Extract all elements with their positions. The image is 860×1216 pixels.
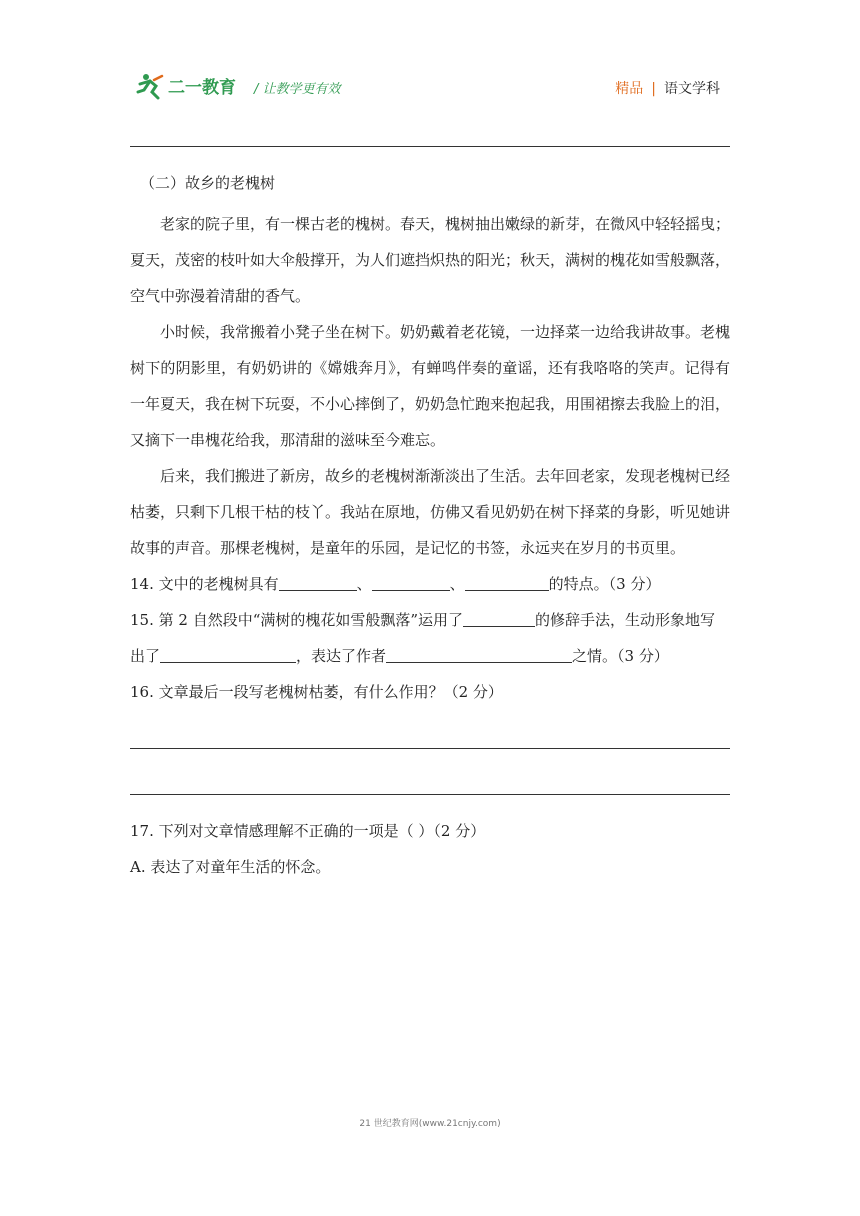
separator: 、: [449, 575, 465, 593]
paragraph-1: 老家的院子里，有一棵古老的槐树。春天，槐树抽出嫩绿的新芽，在微风中轻轻摇曳；夏天，茂密的枝叶如大伞般撑开，为人们遮挡炽热的阳光；秋天，满树的槐花如雪般飘落，空气中弥漫着清甜的香气。: [130, 215, 731, 305]
question-14-prefix: 14. 文中的老槐树具有: [130, 575, 279, 593]
document-body: [130, 168, 730, 885]
header-separator: |: [651, 81, 656, 97]
logo-text: 二一教育: [168, 78, 236, 98]
slogan: / 让教学更有效: [254, 82, 341, 97]
question-15-suffix: 之情。（3 分）: [572, 647, 669, 665]
question-14: [130, 566, 730, 602]
paragraph-2: 小时候，我常搬着小凳子坐在树下。奶奶戴着老花镜，一边择菜一边给我讲故事。老槐树下的阴影里，有奶奶讲的《嫦娥奔月》，有蝉鸣伴奏的童谣，还有我咯咯的笑声。记得有一年夏天，我在树下玩耍，不小心摔倒了，奶奶急忙跑来抱起我，用围裙擦去我脸上的泪，又摘下一串槐花给我，那清甜的滋味至今难忘。: [130, 323, 731, 449]
answer-blank[interactable]: [372, 572, 450, 591]
answer-blank[interactable]: [463, 608, 535, 627]
question-17: 17. 下列对文章情感理解不正确的一项是（ ）（2 分）: [130, 822, 486, 840]
header-right: [615, 78, 720, 98]
answer-blank[interactable]: [279, 572, 357, 591]
question-14-suffix: 的特点。（3 分）: [548, 575, 661, 593]
brand-label: 精品: [615, 81, 644, 97]
question-15-mid1: 的修辞手法，生动形象地写出了: [130, 611, 716, 665]
answer-blank[interactable]: [465, 572, 549, 591]
runner-icon: [138, 74, 162, 98]
header-rule: [130, 146, 730, 147]
separator: 、: [356, 575, 372, 593]
paragraph-3: 后来，我们搬进了新房，故乡的老槐树渐渐淡出了生活。去年回老家，发现老槐树已经枯萎，只剩下几根干枯的枝丫。我站在原地，仿佛又看见奶奶在树下择菜的身影，听见她讲故事的声音。那棵老槐树，是童年的乐园，是记忆的书签，永远夹在岁月的书页里。: [130, 467, 731, 557]
footer: 21 世纪教育网(www.21cnjy.com): [359, 1119, 501, 1129]
option-a: A. 表达了对童年生活的怀念。: [130, 858, 331, 876]
logo: [136, 70, 244, 104]
question-15-mid2: ，表达了作者: [296, 647, 387, 665]
answer-blank[interactable]: [386, 644, 572, 663]
passage-title: （二）故乡的老槐树: [140, 174, 276, 192]
question-15-prefix: 15. 第 2 自然段中“满树的槐花如雪般飘落”运用了: [130, 611, 464, 629]
page-header: [136, 70, 730, 110]
answer-blank[interactable]: [160, 644, 296, 663]
question-15: [130, 602, 730, 674]
question-16: 16. 文章最后一段写老槐树枯萎，有什么作用？（2 分）: [130, 683, 503, 701]
subject-label: 语文学科: [664, 81, 720, 97]
